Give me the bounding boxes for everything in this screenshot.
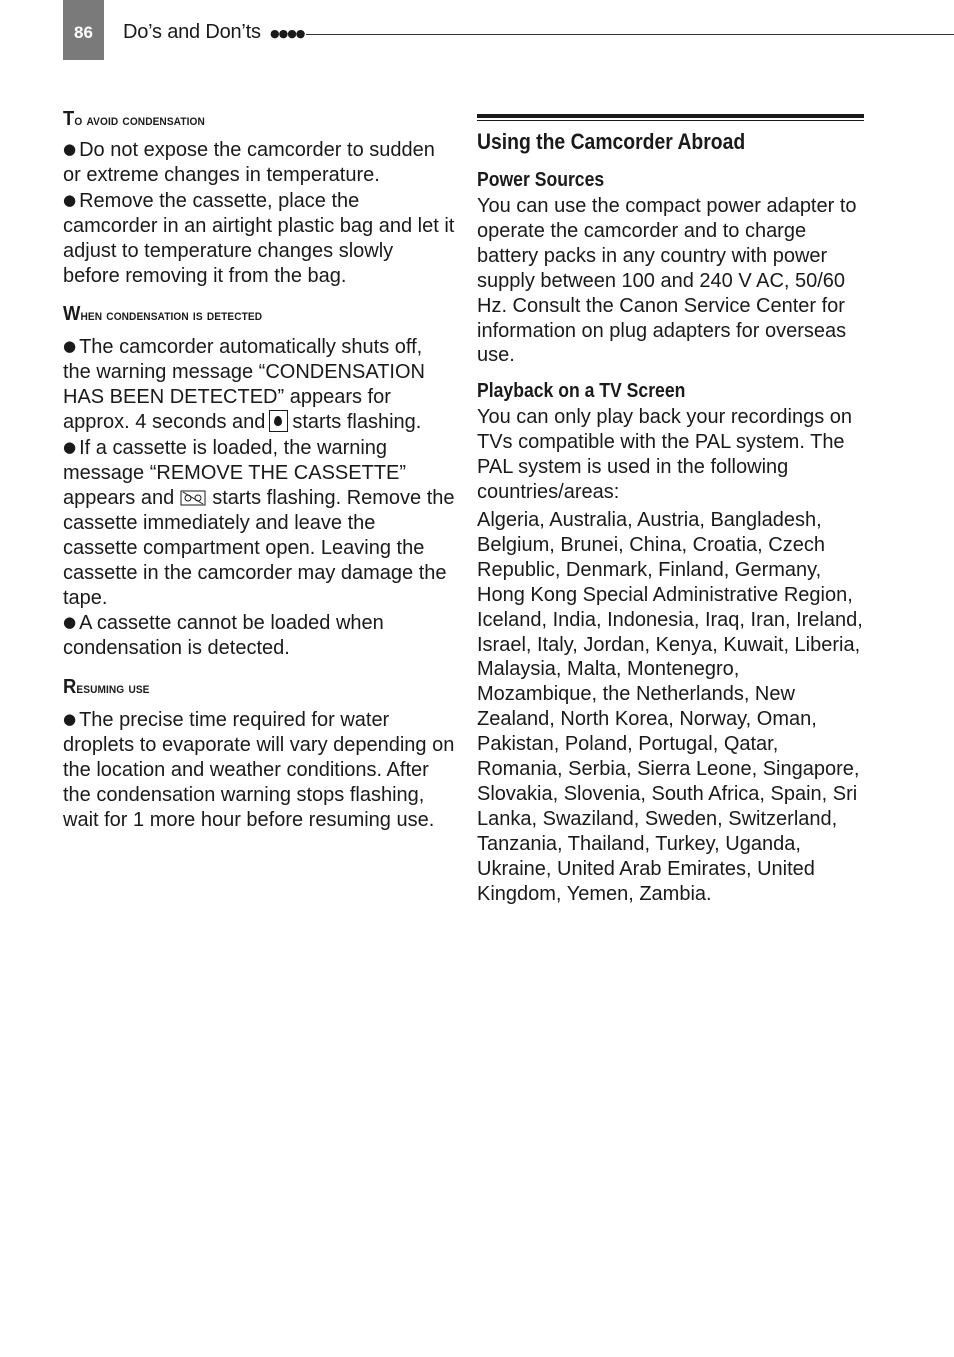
- pal-countries-list: Algeria, Australia, Austria, Bangladesh, Belgium, Brunei, China, Croatia, Czech Republic, Denmark, Finland, Germany, Hong Kong Special Administrative Region, Iceland, India, Indonesia, Iraq, Iran, Ireland, Israel, Italy, Jordan, Kenya, Kuwait, Liberia, Malaysia, Malta, Montenegro, Mozambique, the Netherlands, New Zealand, North Korea, Norway, Oman, Pakistan, Poland, Portugal, Qatar, Romania, Serbia, Sierra Leone, Singapore, Slovakia, Slovenia, South Africa, Spain, Sri Lanka, Swaziland, Sweden, Switzerland, Tanzania, Thailand, Turkey, Uganda, Ukraine, United Arab Emirates, United Kingdom, Yemen, Zambia.: [477, 508, 863, 905]
- bullet-text: The precise time required for water droplets to evaporate will vary depending on the location and weather conditions. After the condensation warning stops flashing, wait for 1 more hour before resuming use.: [63, 709, 455, 831]
- bullet-text: Remove the cassette, place the camcorder in an airtight plastic bag and let it adjust to temperature changes slowly before removing it from the bag.: [63, 189, 455, 287]
- power-sources-text: You can use the compact power adapter to operate the camcorder and to charge battery packs in any country with power supply between 100 and 240 V AC, 50/60 Hz. Consult the Canon Service Center for information on plug adapters for overseas use.: [477, 195, 857, 367]
- bullet-item: [63, 188, 455, 289]
- cassette-icon: [180, 490, 206, 506]
- right-column: [477, 114, 864, 906]
- section-rule-thin: [477, 120, 864, 121]
- bullet-icon: ●: [63, 710, 77, 729]
- bullet-item: [63, 137, 455, 188]
- section-rule-thick: [477, 114, 864, 118]
- bullet-icon: ●: [63, 337, 77, 356]
- bullet-text: Do not expose the camcorder to sudden or extreme changes in temperature.: [63, 139, 435, 186]
- playback-text: You can only play back your recordings on TVs compatible with the PAL system. The PAL system is used in the following countries/areas:: [477, 406, 853, 504]
- running-title: Do’s and Don’ts: [123, 21, 261, 43]
- bullet-text-cont: starts flashing. Remove the cassette immediately and leave the cassette compartment open. Leaving the cassette in the camcorder may damage the tape.: [63, 486, 455, 609]
- heading-avoid-condensation: To avoid condensation: [63, 108, 205, 130]
- header-rule: [306, 34, 954, 35]
- bullet-text: A cassette cannot be loaded when condensation is detected.: [63, 612, 384, 660]
- bullet-icon: ●: [63, 613, 77, 632]
- bullet-item: [63, 707, 455, 833]
- left-column: [63, 108, 455, 833]
- bullet-icon: ●: [63, 140, 77, 158]
- bullet-item: [63, 334, 455, 435]
- bullet-text: The camcorder automatically shuts off, the warning message “CONDENSATION HAS BEEN DETECTED” appears for approx. 4 seconds and: [63, 336, 425, 434]
- avoid-condensation-body: [63, 137, 455, 288]
- heading-resuming-use: Resuming use: [63, 676, 150, 699]
- section-title: Using the Camcorder Abroad: [477, 129, 746, 154]
- power-sources-title: Power Sources: [477, 169, 605, 191]
- bullet-text-cont: starts flashing.: [292, 411, 422, 434]
- condensation-warning-icon: [269, 410, 288, 432]
- bullet-icon: ●: [63, 190, 77, 209]
- bullet-item: [63, 610, 455, 661]
- bullet-icon: ●: [63, 438, 77, 457]
- page-number-tab: [63, 0, 104, 60]
- page-number: 86: [74, 23, 93, 42]
- bullet-item: [63, 435, 455, 610]
- heading-when-detected: When condensation is detected: [63, 303, 263, 326]
- bullet-text: If a cassette is loaded, the warning message “REMOVE THE CASSETTE” appears and: [63, 437, 407, 509]
- header-dots: ●●●●: [270, 27, 305, 40]
- when-detected-body: [63, 334, 455, 661]
- resuming-use-body: [63, 707, 455, 833]
- playback-title: Playback on a TV Screen: [477, 380, 686, 403]
